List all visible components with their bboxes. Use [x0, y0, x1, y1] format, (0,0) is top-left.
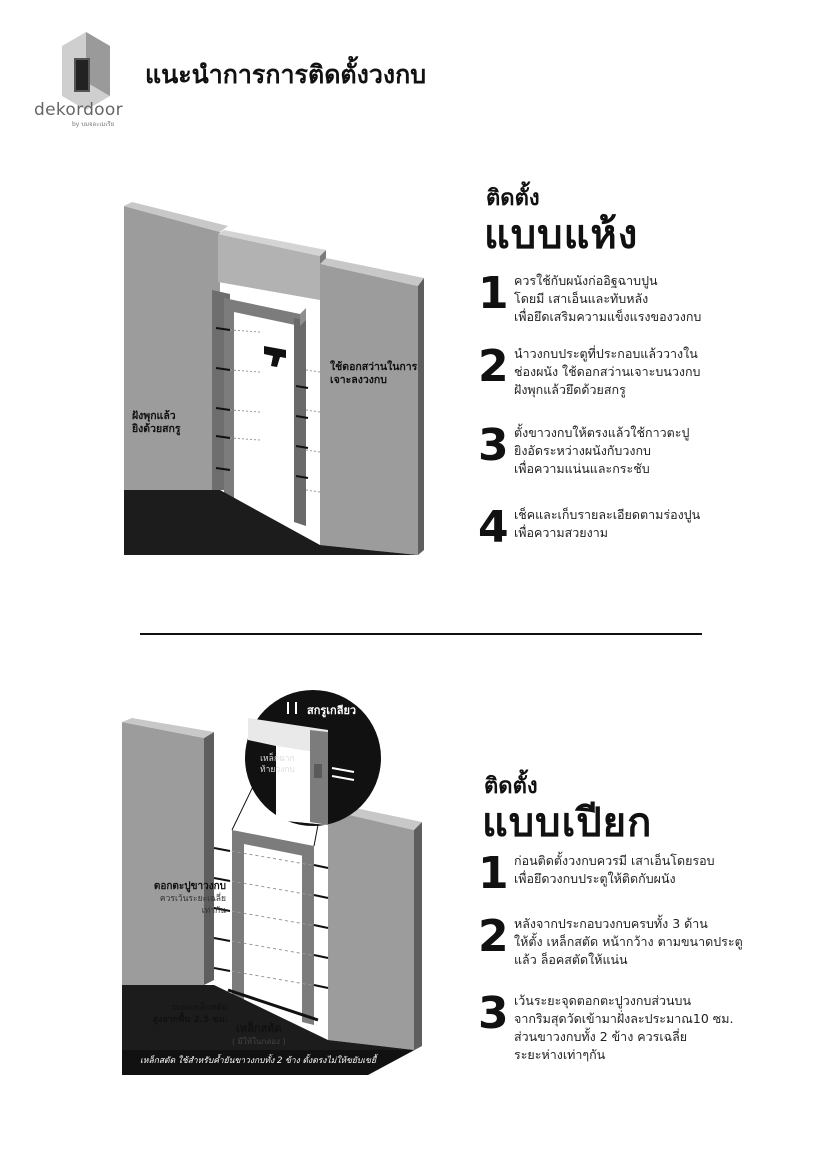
wet-heading-small: ติดตั้ง: [484, 774, 538, 799]
dry-callout-right: ใช้ดอกสว่านในการ เจาะลงวงกบ: [330, 361, 418, 386]
logo-wordmark: dekordoor: [34, 100, 123, 120]
wet-callout-bottom: ระยะเหล็กสตัด สูงจากพื้น 2.5 ซม.: [152, 1003, 228, 1025]
section-divider: [140, 633, 702, 635]
dry-heading-small: ติดตั้ง: [486, 186, 540, 211]
wet-heading-big: แบบเปียก: [482, 800, 653, 846]
wet-door-frame: [232, 830, 314, 1010]
wet-callout-left: ตอกตะปูขาวงกบ ควรเว้นระยะเฉลี่ย เท่ากัน: [153, 881, 226, 916]
page-title: แนะนำการการติดตั้งวงกบ: [145, 60, 427, 89]
wet-bottom-note: เหล็กสตัด ใช้สำหรับค้ำยันขาวงกบทั้ง 2 ข้าง ตั้งตรงไม่ให้ขยับเขยื้: [140, 1056, 376, 1066]
dry-right-wall: [320, 264, 418, 555]
wet-right-wall: [328, 810, 414, 1050]
dry-callout-left: ฝังพุกแล้ว ยิงด้วยสกรู: [132, 410, 181, 435]
wet-callout-brace: เหล็กสตัด ( มีให้ในกล่อง ): [232, 1022, 286, 1046]
dry-left-wall: [124, 206, 220, 490]
wet-inset-label-2: เหล็กฉาก ท้ายวงกบ: [260, 754, 295, 775]
wet-left-wall: [122, 722, 204, 985]
wet-inset-label: สกรูเกลียว: [307, 704, 357, 717]
dry-heading-big: แบบแห้ง: [484, 212, 639, 258]
logo-subtitle: by บมจอะเมเรีย: [72, 121, 115, 128]
